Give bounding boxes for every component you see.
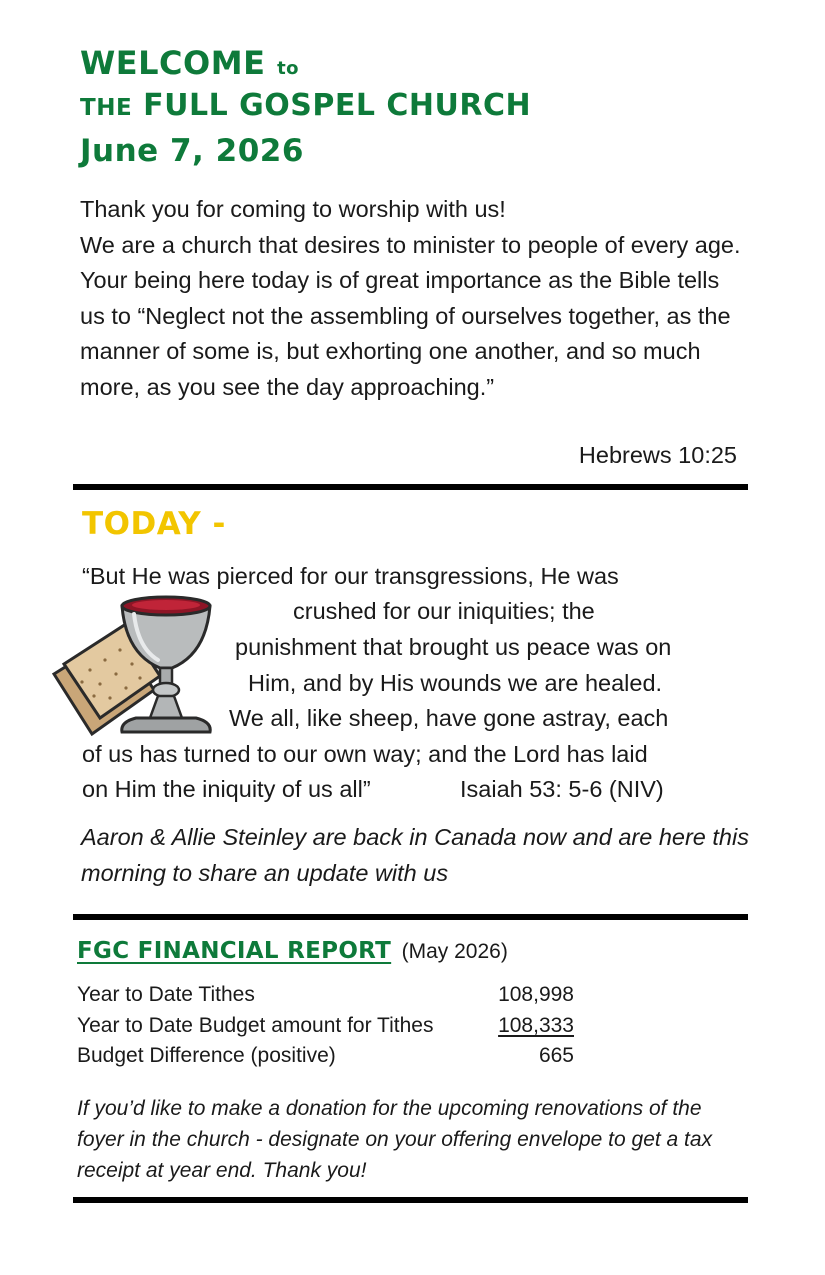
to-word: to [277,58,300,79]
section-divider [73,914,748,920]
church-name-heading [80,88,531,123]
verse-line: Him, and by His wounds we are healed. [248,670,663,696]
financial-row-label: Budget Difference (positive) [77,1044,336,1067]
financial-report-period: (May 2026) [401,940,508,963]
welcome-heading [80,44,299,82]
missionary-update-note: Aaron & Allie Steinley are back in Canada now and are here this morning to share an update with us [81,824,749,886]
financial-row-label: Year to Date Budget amount for Tithes [77,1014,434,1037]
today-heading: TODAY - [82,506,226,542]
section-divider [73,1197,748,1203]
verse-line: We all, like sheep, have gone astray, each [229,705,669,731]
welcome-paragraph: We are a church that desires to minister to people of every age. Your being here today is of great importance as the Bible tells us to “Neglect not the assembling of ourselves together, as the manner of some is, but exhorting one another, and so much more, as you see the day approaching.” [80,231,741,400]
financial-row-value: 665 [538,1044,574,1067]
welcome-message [80,192,750,405]
verse-reference: Isaiah 53: 5-6 (NIV) [460,776,664,802]
financial-report-heading: FGC FINANCIAL REPORT [77,938,392,964]
scripture-reference: Hebrews 10:25 [578,442,737,468]
verse-line: “But He was pierced for our transgressions, He was [82,563,619,589]
verse-line: punishment that brought us peace was on [235,634,672,660]
bulletin-date: June 7, 2026 [80,133,304,169]
financial-row-value: 108,333 [498,1014,574,1037]
welcome-word: WELCOME [80,44,266,82]
financial-row-value: 108,998 [498,983,574,1006]
verse-line: on Him the iniquity of us all” [82,776,371,802]
communion-chalice-bread-icon [50,592,220,742]
verse-line: of us has turned to our own way; and the Lord has laid [82,741,648,767]
financial-report-title [77,938,508,964]
welcome-line: Thank you for coming to worship with us! [80,196,506,222]
section-divider [73,484,748,490]
donation-note: If you’d like to make a donation for the upcoming renovations of the foyer in the church - designate on your offering envelope to get a tax receipt at year end. Thank you! [77,1097,713,1182]
the-word: THE [80,95,133,121]
financial-row-label: Year to Date Tithes [77,983,255,1006]
church-name: FULL GOSPEL CHURCH [143,88,532,123]
verse-line: crushed for our iniquities; the [293,598,595,624]
